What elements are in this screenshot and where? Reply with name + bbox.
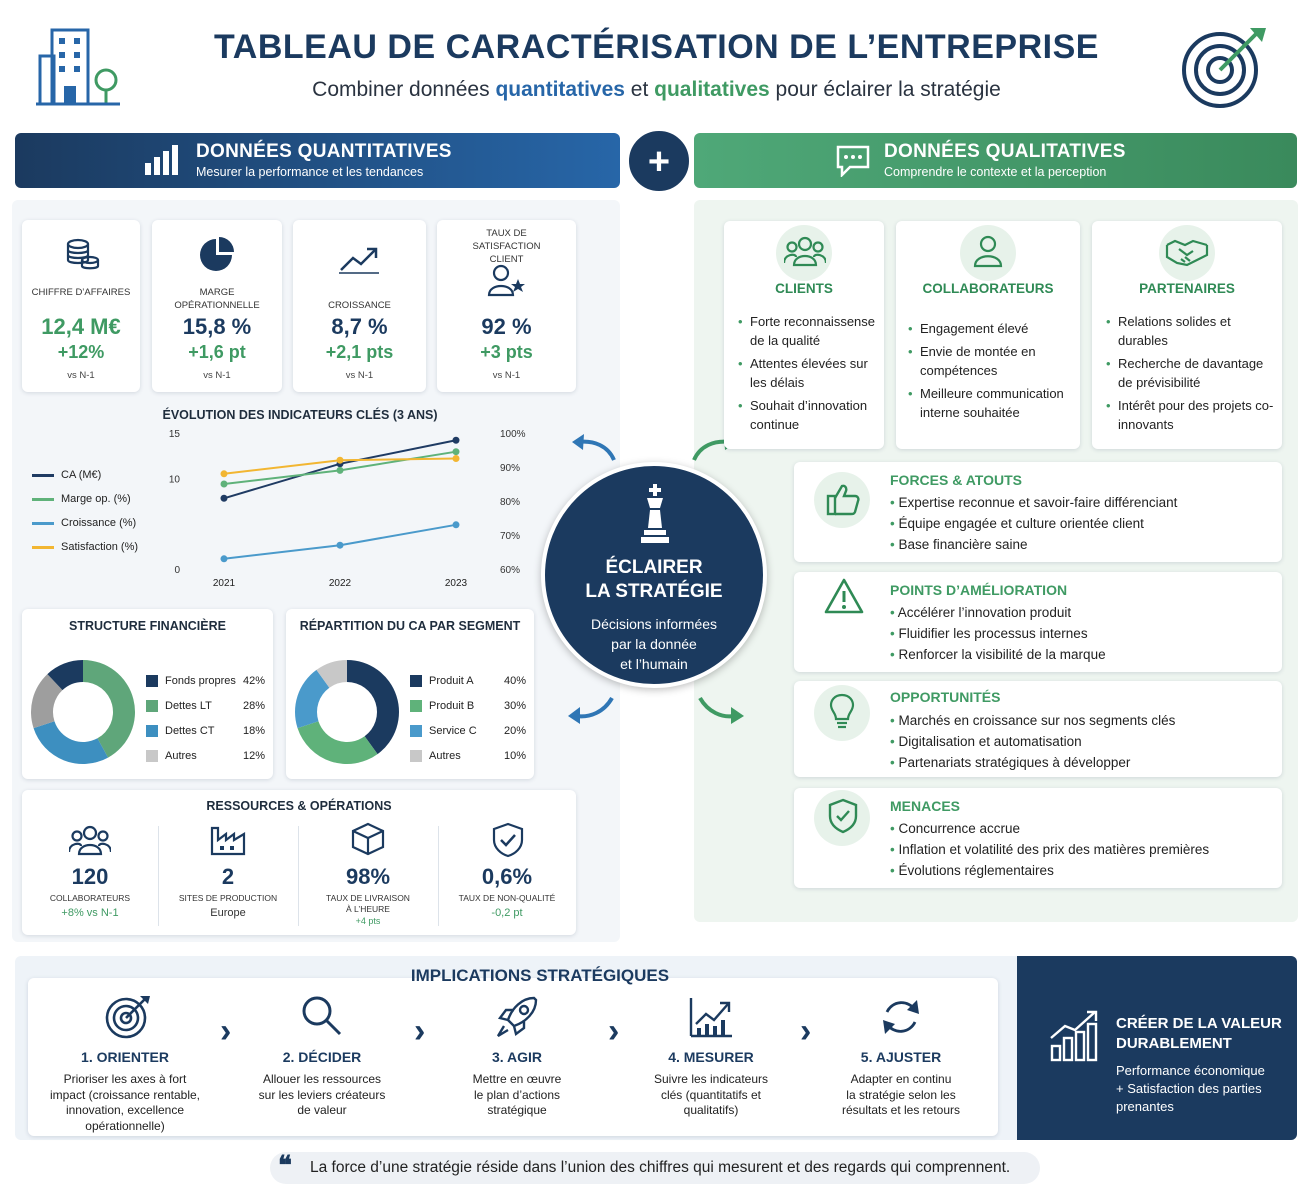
data-point [221, 481, 228, 488]
chess-king-icon [638, 484, 672, 544]
trend-up-icon [339, 244, 379, 274]
line-chart [20, 420, 540, 595]
line-legend-ca [32, 469, 101, 481]
legend-pct: 28% [243, 700, 266, 712]
fin-legend-item [146, 750, 197, 762]
kpi-vs: vs N-1 [345, 370, 374, 381]
swot-title: FORCES & ATOUTS [890, 472, 1022, 488]
page-subtitle: Combiner données quantitatives et qualitatives pour éclairer la stratégie [312, 78, 1001, 101]
stakeholder-card-partners [1092, 221, 1282, 449]
step-title: 1. ORIENTER [81, 1049, 169, 1065]
resource-value: 120 [71, 864, 109, 889]
x-tick-label: 2023 [444, 578, 468, 589]
plus-badge: + [626, 128, 692, 194]
legend-label: Croissance (%) [61, 517, 137, 529]
y-left-tick-label: 10 [168, 474, 180, 486]
legend-swatch [32, 546, 54, 549]
list-item: • Relations solides et durables [1106, 312, 1278, 350]
kpi-label: MARGE OPÉRATIONNELLE [174, 287, 260, 311]
chart-icon [688, 996, 734, 1038]
kpi-value: 15,8 % [182, 314, 252, 339]
legend-label: Autres [165, 750, 197, 762]
kpi-label: CHIFFRE D’AFFAIRES [31, 287, 131, 298]
list-item: • Accélérer l’innovation produit [890, 602, 1106, 623]
growth-chart-icon [1049, 1010, 1103, 1064]
kpi-delta: +3 pts [480, 342, 533, 362]
stakeholder-card-employees [896, 221, 1080, 449]
resource-value: 98% [345, 864, 391, 889]
seg-legend-item [410, 750, 461, 762]
kpi-card-margin [152, 220, 282, 392]
donut-slice [298, 721, 378, 764]
quote-icon: ❝ [278, 1150, 292, 1180]
qual-banner-title: DONNÉES QUALITATIVES [884, 141, 1126, 162]
data-point [453, 455, 460, 462]
resource-detail: +8% vs N-1 [61, 907, 119, 919]
list-item: • Évolutions réglementaires [890, 860, 1209, 881]
data-point [337, 457, 344, 464]
step-desc: Suivre les indicateurs clés (quantitatifs et qualitatifs) [653, 1072, 769, 1117]
page-title: TABLEAU DE CARACTÉRISATION DE L’ENTREPRISE [214, 28, 1099, 66]
segment-title: RÉPARTITION DU CA PAR SEGMENT [299, 619, 521, 633]
thumbs-up-icon [826, 482, 860, 516]
rocket-icon [494, 994, 540, 1040]
box-icon [351, 822, 385, 856]
swot-title: POINTS D’AMÉLIORATION [890, 582, 1068, 598]
clients-group-icon [784, 235, 826, 269]
swot-title: MENACES [890, 798, 961, 814]
step-measure [626, 990, 796, 1130]
lightbulb-icon [829, 691, 855, 731]
legend-pct: 10% [504, 750, 527, 762]
legend-label: Marge op. (%) [61, 493, 131, 505]
kpi-card-revenue [22, 220, 140, 392]
kpi-delta: +12% [57, 342, 105, 362]
magnifier-icon [300, 994, 344, 1038]
legend-swatch [410, 700, 422, 712]
swot-title: OPPORTUNITÉS [890, 689, 1001, 705]
legend-label: Dettes LT [165, 700, 212, 712]
center-text: Décisions informées par la donnée et l’humain [590, 616, 718, 672]
y-right-tick-label: 100% [500, 429, 526, 440]
resource-label: TAUX DE LIVRAISON À L’HEURE [326, 893, 410, 914]
fin-legend-item [146, 700, 212, 712]
legend-swatch [32, 474, 54, 477]
list-item: • Engagement élevé [908, 319, 1078, 338]
line-legend-croissance [32, 517, 136, 529]
legend-label: Produit A [429, 675, 474, 687]
refresh-icon [879, 996, 923, 1038]
legend-swatch [146, 700, 158, 712]
legend-label: Dettes CT [165, 725, 215, 737]
implications-title: IMPLICATIONS STRATÉGIQUES [410, 966, 670, 985]
line-chart-title: ÉVOLUTION DES INDICATEURS CLÉS (3 ANS) [162, 408, 438, 422]
line-legend-marge [32, 493, 131, 505]
legend-label: Produit B [429, 700, 475, 712]
step-desc: Allouer les ressources sur les leviers créateurs de valeur [258, 1072, 386, 1117]
step-title: 5. AJUSTER [860, 1049, 942, 1065]
resource-detail: +4 pts [355, 916, 381, 926]
chevron-right-icon: › [800, 1012, 812, 1050]
resource-detail: Europe [210, 907, 246, 919]
quant-banner-title: DONNÉES QUANTITATIVES [196, 141, 452, 162]
legend-swatch [32, 522, 54, 525]
kpi-value: 8,7 % [331, 314, 388, 339]
legend-swatch [146, 725, 158, 737]
list-item: • Intérêt pour des projets co-innovants [1106, 396, 1278, 434]
swot-card-threats [794, 788, 1282, 888]
legend-swatch [410, 750, 422, 762]
legend-label: Service C [429, 725, 477, 737]
seg-legend-item [410, 700, 474, 712]
data-point [337, 467, 344, 474]
list-item: • Forte reconnaissense de la qualité [738, 312, 880, 350]
kpi-vs: vs N-1 [203, 370, 231, 381]
step-title: 4. MESURER [668, 1049, 754, 1065]
value-box [1017, 956, 1297, 1140]
chevron-right-icon: › [608, 1012, 620, 1050]
quote-text: La force d’une stratégie réside dans l’union des chiffres qui mesurent et des regards qui comprennent. [310, 1159, 1011, 1176]
donut-slice [34, 721, 109, 764]
legend-swatch [410, 675, 422, 687]
kpi-delta: +1,6 pt [188, 342, 246, 362]
legend-pct: 40% [504, 675, 527, 687]
financial-donut [30, 659, 136, 765]
center-title: ÉCLAIRER LA STRATÉGIE [585, 557, 723, 602]
swot-list [890, 492, 1177, 555]
step-desc: Adapter en continu la stratégie selon les résultats et les retours [841, 1072, 961, 1117]
pie-chart-icon [200, 237, 234, 271]
step-decide [236, 990, 408, 1130]
kpi-vs: vs N-1 [492, 370, 521, 381]
stakeholder-list [738, 312, 880, 438]
kpi-value: 92 % [481, 314, 532, 339]
seg-legend-item [410, 725, 477, 737]
arrow-down-left-icon [564, 692, 624, 732]
value-box-text: Performance économique + Satisfaction des parties prenantes [1116, 1063, 1265, 1114]
data-point [337, 542, 344, 549]
resource-detail: -0,2 pt [491, 907, 523, 919]
legend-label: Autres [429, 750, 461, 762]
strategy-center [541, 462, 767, 688]
qual-banner-subtitle: Comprendre le contexte et la perception [884, 165, 1107, 179]
fin-legend-item [146, 675, 236, 687]
financial-structure-title: STRUCTURE FINANCIÈRE [69, 619, 226, 633]
kpi-delta: +2,1 pts [325, 342, 394, 362]
stakeholder-list [908, 319, 1078, 426]
legend-pct: 18% [243, 725, 266, 737]
line-legend-satisfaction [32, 541, 138, 553]
swot-card-opportunities [794, 681, 1282, 777]
list-item: • Expertise reconnue et savoir-faire différenciant [890, 492, 1177, 513]
y-left-tick-label: 0 [174, 565, 180, 576]
legend-label: Satisfaction (%) [61, 541, 139, 553]
swot-card-strengths [794, 462, 1282, 562]
data-point [453, 437, 460, 444]
stakeholder-title: PARTENAIRES [1139, 281, 1235, 296]
y-left-tick-label: 15 [168, 429, 180, 440]
y-right-tick-label: 90% [500, 463, 521, 474]
stakeholder-title: COLLABORATEURS [922, 281, 1054, 296]
resource-value: 2 [221, 864, 235, 889]
employee-icon [972, 234, 1004, 270]
y-right-tick-label: 60% [500, 565, 521, 576]
fin-legend-item [146, 725, 215, 737]
satisfied-user-icon [487, 263, 527, 297]
step-desc: Prioriser les axes à fort impact (croissance rentable, innovation, excellence opérationnelle) [49, 1072, 201, 1133]
resource-label: TAUX DE NON-QUALITÉ [458, 893, 556, 903]
kpi-value: 12,4 M€ [41, 314, 121, 339]
resource-item [158, 790, 298, 935]
legend-swatch [146, 750, 158, 762]
resource-label: SITES DE PRODUCTION [178, 893, 278, 903]
list-item: • Équipe engagée et culture orientée client [890, 513, 1177, 534]
donut-slice [347, 660, 399, 754]
kpi-vs: vs N-1 [67, 370, 95, 381]
legend-pct: 42% [243, 675, 266, 687]
handshake-icon [1165, 237, 1209, 267]
quote-bar [270, 1152, 1040, 1184]
arrow-down-right-icon [694, 692, 754, 732]
step-act [432, 990, 602, 1130]
legend-swatch [410, 725, 422, 737]
quant-banner-subtitle: Mesurer la performance et les tendances [196, 165, 424, 179]
list-item: • Inflation et volatilité des prix des matières premières [890, 839, 1209, 860]
kpi-label: CROISSANCE [328, 300, 391, 311]
list-item: • Digitalisation et automatisation [890, 731, 1175, 752]
swot-list [890, 602, 1106, 665]
step-desc: Mettre en œuvre le plan d’actions stratégique [472, 1072, 562, 1117]
target-icon [1180, 24, 1268, 110]
stakeholder-list [1106, 312, 1278, 438]
seg-legend-item [410, 675, 474, 687]
swot-list [890, 818, 1209, 881]
y-right-tick-label: 70% [500, 531, 521, 542]
legend-pct: 20% [504, 725, 527, 737]
legend-pct: 30% [504, 700, 527, 712]
target-icon [104, 994, 152, 1040]
list-item: • Renforcer la visibilité de la marque [890, 644, 1106, 665]
list-item: • Partenariats stratégiques à développer [890, 752, 1175, 773]
value-box-title: CRÉER DE LA VALEUR DURABLEMENT [1116, 1015, 1282, 1052]
swot-list [890, 710, 1175, 773]
segment-donut [294, 659, 400, 765]
factory-icon [210, 824, 246, 856]
data-point [453, 521, 460, 528]
chevron-right-icon: › [414, 1012, 426, 1050]
legend-swatch [32, 498, 54, 501]
swot-card-improvements [794, 572, 1282, 672]
data-point [221, 495, 228, 502]
list-item: • Fluidifier les processus internes [890, 623, 1106, 644]
stakeholder-title: CLIENTS [775, 281, 833, 296]
data-point [221, 470, 228, 477]
bar-chart-icon [143, 145, 181, 175]
stakeholder-card-clients [724, 221, 884, 449]
list-item: • Envie de montée en compétences [908, 342, 1078, 380]
step-adjust [816, 990, 986, 1130]
people-icon [69, 824, 111, 856]
y-right-tick-label: 80% [500, 497, 521, 508]
step-orient [40, 990, 210, 1133]
shield-check-icon [492, 822, 524, 858]
legend-pct: 12% [243, 750, 266, 762]
resources-title: RESSOURCES & OPÉRATIONS [206, 799, 392, 813]
legend-label: CA (M€) [61, 469, 102, 481]
quant-banner [15, 133, 620, 188]
chevron-right-icon: › [220, 1012, 232, 1050]
warning-icon [824, 578, 864, 614]
step-title: 2. DÉCIDER [282, 1049, 362, 1065]
financial-structure-card [22, 609, 273, 779]
list-item: • Attentes élevées sur les délais [738, 354, 880, 392]
list-item: • Recherche de davantage de prévisibilité [1106, 354, 1278, 392]
kpi-card-satisfaction [437, 220, 576, 392]
data-point [453, 448, 460, 455]
data-point [221, 555, 228, 562]
step-title: 3. AGIR [491, 1049, 543, 1065]
resource-item [438, 790, 576, 935]
list-item: • Concurrence accrue [890, 818, 1209, 839]
qual-banner [694, 133, 1297, 188]
resource-value: 0,6% [481, 864, 533, 889]
kpi-card-growth [293, 220, 426, 392]
x-tick-label: 2021 [212, 578, 236, 589]
shield-icon [828, 798, 858, 834]
legend-swatch [146, 675, 158, 687]
list-item: • Meilleure communication interne souhaitée [908, 384, 1078, 422]
kpi-label: TAUX DE SATISFACTION CLIENT [472, 228, 541, 265]
resource-label: COLLABORATEURS [49, 893, 131, 903]
resource-item [298, 790, 438, 935]
legend-label: Fonds propres [165, 675, 236, 687]
resource-item [22, 790, 158, 935]
chat-bubble-icon [834, 143, 872, 177]
list-item: • Base financière saine [890, 534, 1177, 555]
list-item: • Marchés en croissance sur nos segments clés [890, 710, 1175, 731]
resources-card [22, 790, 576, 935]
segment-card [286, 609, 534, 779]
coins-icon [64, 238, 100, 270]
list-item: • Souhait d’innovation continue [738, 396, 880, 434]
x-tick-label: 2022 [328, 578, 352, 589]
arrow-to-quant-icon [570, 430, 630, 470]
